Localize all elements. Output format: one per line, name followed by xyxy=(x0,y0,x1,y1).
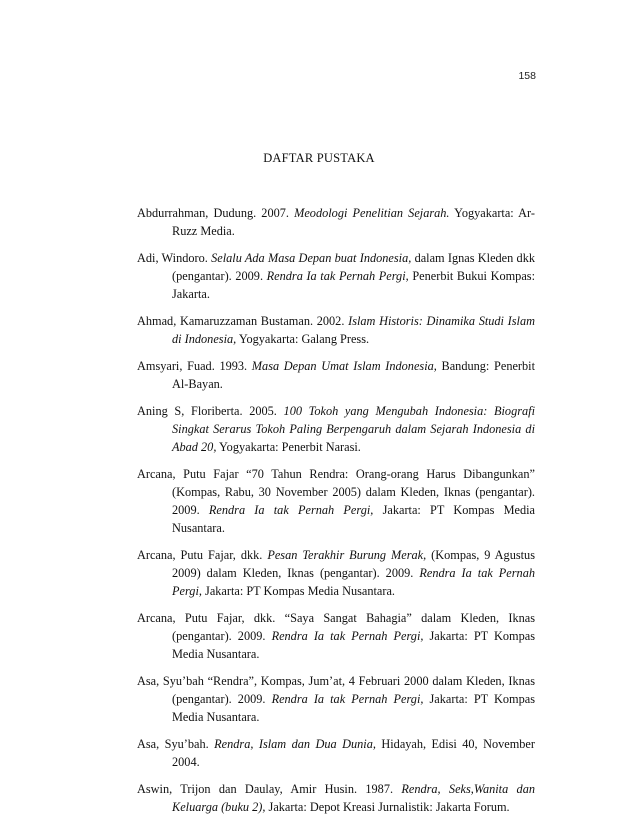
page-title: DAFTAR PUSTAKA xyxy=(263,151,375,165)
entry-text: Adi, Windoro. xyxy=(137,251,212,265)
entry-title-text: Rendra Ia tak Pernah Pergi, xyxy=(271,629,424,643)
bibliography-entry xyxy=(137,672,535,726)
entry-text: Penerbit Bukui Kompas: Jakarta. xyxy=(172,269,535,301)
entry-text: Bandung: Penerbit Al-Bayan. xyxy=(172,359,535,391)
entry-title-text: Pesan Terakhir Burung Merak xyxy=(267,548,424,562)
entry-text: Amsyari, Fuad. 1993. xyxy=(137,359,252,373)
entry-title-text: Rendra, Seks,Wanita dan Keluarga (buku 2), xyxy=(172,782,535,814)
entry-title-text: Rendra Ia tak Pernah Pergi, xyxy=(266,269,409,283)
bibliography-list xyxy=(137,204,535,825)
entry-text: Yogyakarta: Penerbit Narasi. xyxy=(216,440,361,454)
entry-text: Jakarta: PT Kompas Media Nusantara. xyxy=(172,629,536,661)
bibliography-entry xyxy=(137,249,535,303)
bibliography-entry xyxy=(137,204,535,240)
entry-text: Jakarta: PT Kompas Media Nusantara. xyxy=(201,584,396,598)
entry-text: Yogyakarta: Galang Press. xyxy=(236,332,370,346)
entry-title-text: 100 Tokoh yang Mengubah Indonesia: Biografi Singkat Serarus Tokoh Paling Berpengaruh dalam Sejarah Indonesia di Abad 20, xyxy=(172,404,535,454)
entry-title-text: Selalu Ada Masa Depan buat Indonesia, xyxy=(211,251,412,265)
entry-text: Aning S, Floriberta. 2005. xyxy=(137,404,284,418)
entry-title-text: Masa Depan Umat Islam Indonesia, xyxy=(251,359,437,373)
entry-text: Hidayah, Edisi 40, November 2004. xyxy=(172,737,535,769)
entry-text: Jakarta: PT Kompas Media Nusantara. xyxy=(172,692,536,724)
bibliography-entry xyxy=(137,312,535,348)
entry-text: Asa, Syu’bah “Rendra”, Kompas, Jum’at, 4 Februari 2000 dalam Kleden, Iknas (pengantar). 2009. xyxy=(137,674,535,706)
entry-title-text: Islam Historis: Dinamika Studi Islam di Indonesia, xyxy=(172,314,535,346)
bibliography-entry xyxy=(137,546,535,600)
page-number: 158 xyxy=(518,70,536,82)
bibliography-entry xyxy=(137,780,535,816)
bibliography-entry xyxy=(137,465,535,537)
entry-text: Arcana, Putu Fajar, dkk. “Saya Sangat Bahagia” dalam Kleden, Iknas (pengantar). 2009. xyxy=(137,611,535,643)
entry-title-text: Rendra Ia tak Pernah Pergi, xyxy=(172,566,535,598)
entry-text: Yogyakarta: Ar-Ruzz Media. xyxy=(172,206,535,238)
entry-text: Jakarta: PT Kompas Media Nusantara. xyxy=(172,503,536,535)
entry-title-text: Meodologi Penelitian Sejarah. xyxy=(294,206,450,220)
bibliography-entry xyxy=(137,609,535,663)
entry-text: Arcana, Putu Fajar, dkk. xyxy=(137,548,268,562)
entry-text: Abdurrahman, Dudung. 2007. xyxy=(137,206,295,220)
entry-text: dalam Ignas Kleden dkk (pengantar). 2009. xyxy=(172,251,535,283)
entry-text: Asa, Syu’bah. xyxy=(137,737,215,751)
bibliography-entry xyxy=(137,735,535,771)
bibliography-entry xyxy=(137,402,535,456)
entry-title-text: Rendra Ia tak Pernah Pergi, xyxy=(208,503,374,517)
entry-text: Jakarta: Depot Kreasi Jurnalistik: Jakarta Forum. xyxy=(265,800,510,814)
entry-text: Arcana, Putu Fajar “70 Tahun Rendra: Orang-orang Harus Dibangunkan” (Kompas, Rabu, 30 November 2005) dalam Kleden, Iknas (pengantar). 2009. xyxy=(137,467,535,517)
entry-title-text: Rendra, Islam dan Dua Dunia, xyxy=(214,737,376,751)
bibliography-entry xyxy=(137,357,535,393)
entry-text: Ahmad, Kamaruzzaman Bustaman. 2002. xyxy=(137,314,349,328)
entry-title-text: Rendra Ia tak Pernah Pergi, xyxy=(271,692,424,706)
entry-text: , (Kompas, 9 Agustus 2009) dalam Kleden, Iknas (pengantar). 2009. xyxy=(172,548,535,580)
entry-text: Aswin, Trijon dan Daulay, Amir Husin. 1987. xyxy=(137,782,402,796)
